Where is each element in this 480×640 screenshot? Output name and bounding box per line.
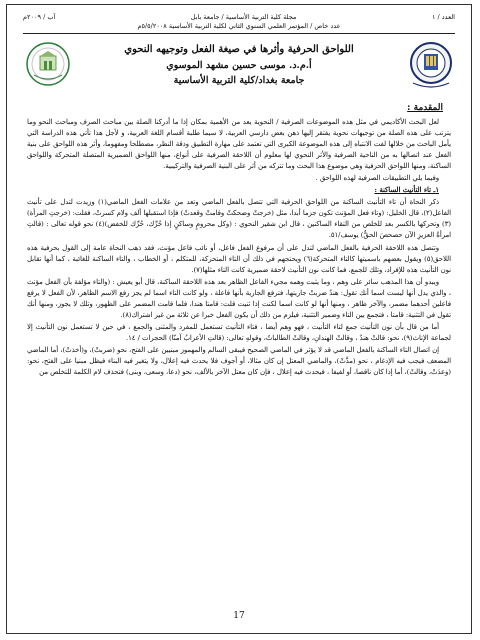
paragraph: وفيما يلي التطبيقات الصرفية لهذه اللواحق . [315, 174, 439, 183]
issue-date: آب / ٢٠٠٩م [23, 13, 56, 21]
paragraph: إن اتصال التاء الساكنة بالفعل الماضي قد لا يؤثر في الماضي الصحيح فيبقى السالم والمهموز مبنيين على الفتح، نحو (ضربتْ)، و(أخذتْ)، أما الماضي المضعف فيجب فيه الإدغام ، نحو (مدَّتْ)، والماضي المعتل إن كان مثالا، أو أجوف فلا يحدث فيه إعلال، ولا يتغير فيه البناء فيظل مبنيا على الفتح، نحو: (وعدَتْ، وقالتْ)، أما إذا كان ناقصا، أو لفيفا ، فيحدث فيه إعلال ، فإن كان معتل الآخر بالألف، نحو (دعا، وسعى، وبنى) فتحذف لام الكلمة للتخلص من [27, 345, 451, 377]
paper-title: اللواحق الحرفية وأثرها في صيغة الفعل وتوجيهه النحوي [124, 44, 354, 55]
college-emblem-icon [25, 41, 71, 87]
paragraph: وتتصل هذه اللاحقة الحرفية بالفعل الماضي لتدل على أن مرفوع الفعل فاعل، أو نائب فاعل مؤنث، فقد ذهب النحاة عامة إلى القول بحرفية هذه اللاحق(٥) ويقول بعضهم باسميتها كالتاء المتحركة(٦) ويحتجهم في ذلك أن التاء المتحركة، للمتكلم ، أو الخطاب ، والتاء الساكنة للغائبة ، كما أنها تقابل نون التأنيث هذه للإفراد، وتلك للجمع، فما كانت نون التأنيث لاحقة ضميرية كانت التاء مثلها(٧). [27, 243, 451, 274]
subheading: ١ـ تاء التأنيث الساكنة : [374, 186, 439, 195]
paragraph: ويبدو أن هذا المذهب سائر على وهم ، وما يثبت وهمه مجيء الفاعل الظاهر بعد هذه اللاحقة الساكنة، قال أبو يعيش : (والتاء مؤلفة بأن الفعل مؤنث ، والذي يدل أنها ليست اسما أنك تقول: هندٌ ضربتْ جاريتها، فترفع الجارية بأنها فاعلة ، ولو كانت التاء اسما لم يجز رفع الاسم الظاهر، لأن الفعل لا يرفع فاعلين أحدهما مضمر، والآخر ظاهر ، ومنها أنها لو كانت اسما لكنت إذا ثنيت قلت: قامتا هندا، فلما قامت المضمر على الظهور، وتلك لا يجوز، ومنها أنك تقول في التثنية: قامتا ، فتجمع بين التاء وضمير التثنية، فيلزم من ذلك أن يكون الفعل خبرا عن ثلاثة من غير اشتراك(٨). [27, 277, 451, 319]
journal-header [23, 13, 455, 30]
author-institution: جامعة بغداد/كلية التربية الأساسية [173, 75, 305, 86]
header-rule [23, 33, 455, 34]
babylon-university-seal-icon [409, 41, 453, 89]
issue-number: العدد / ١ [431, 13, 455, 21]
paper-page [6, 4, 472, 634]
paper-author: أ.م.د. موسى حسين مشهد الموسوي [166, 60, 312, 71]
paragraph: ذكر النحاة أن تاء التأنيث الساكنة من اللواحق الحرفية التي تتصل بالفعل الماضي وتعد من علامات الفعل الماضي(١) وزيدت لتدل على تأنيث الفاعل(٢)، قال الخليل: (وتاء فعل المؤنث تكون جزما أبدا، مثل (خرجتْ وضحكتْ وقامتْ وقعدتْ) فإذا استقبلها ألف ولام كسرتْ، فقلت: (خرجتِ المرأة)(٣) وتحركها بالكسر بعد للخلص من التقاء الساكنين ، قال ابن شقير النحوي : (وكل محرومٍ وساكنٍ إذا حُرِّك، حُرِّك للخفض)(٤) نحو قوله تعالى : (قالتِ امرأةُ العزيزِ الآن حصحصَ الحقُّ) يوسف/٥١. [27, 198, 451, 240]
intro-heading: المقدمة : [407, 103, 443, 113]
journal-name: مجلة كلية التربية الأساسية / جامعة بابل [190, 13, 297, 21]
paragraph: لعل البحث الأكاديمي في مثل هذه الموضوعات الصرفية / النحوية يعد من الأهمية بمكان إذا ما أدركنا الصلة بين مباحث الصرف ومباحث النحو وما يترتب على هذه الصلة من توجيهات نحوية يفتقر إليها ذهن بعض دارسي العربية، لا سيما طلبة أقسام اللغة العربية، و لأجل هذا تأتي هذه الدراسة التي يأمل الباحث من خلالها لفت الانتباه إلى هذه الموضوعة الكبرى التي تعتمد على مهارة التطبيق ودقة النظر، مصطلحا ومفهوما، وأثر هذه اللواحق على بنية الفعل عند اتصالها به من الناحية الصرفية والأثر النحوي لها معلوم أن اللاحقة الصرفية على أنواع، منها اللواحق الضميرية المتصلة المتحركة واللواحق الساكنة، ومنها اللواحق الحرفية وهي موضوع هذا البحث وما تتركه من أثر على البنية الصرفية والتركيبية. [27, 118, 451, 171]
page-number: 17 [233, 611, 245, 621]
paragraph: أما من قال بأن نون التأنيث جمع لتاء التأنيث ، فهو وهم أيضا ، فتاء التأنيث تستعمل للمفرد والمثنى والجمع ، في حين لا تستعمل نون التأنيث إلا لجماعة الإناث(٩)، نحو: قالتْ هندٌ ، وقالتْ الهندانِ، وقالتْ الطالباتُ، وقولهِ تعالى: (قالتِ الأعرابُ آمنّا) الحجرات / ١٤. [27, 322, 451, 342]
special-issue: عدد خاص / المؤتمر العلمي السنوي الثاني لكلية التربية الأساسية ٥/٥/٢٠٠٨م [137, 21, 341, 30]
paper-title-block [77, 43, 401, 88]
paper-body [27, 117, 451, 379]
